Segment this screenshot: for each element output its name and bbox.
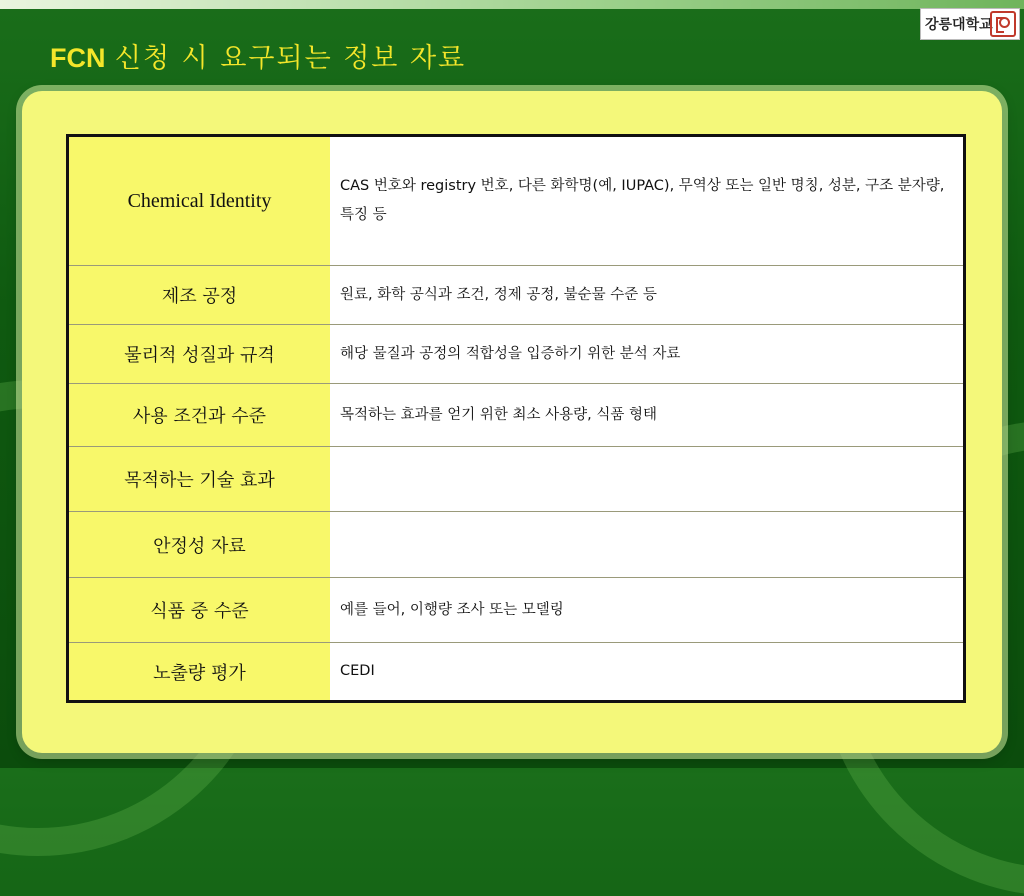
- logo-emblem-icon: [990, 11, 1016, 37]
- table-row: [68, 384, 965, 447]
- table-row: [68, 325, 965, 384]
- row-value: [330, 512, 965, 578]
- logo-text: 강릉대학교: [925, 17, 993, 33]
- slide-title: [50, 36, 466, 75]
- table-row: [68, 136, 965, 266]
- row-value: 해당 물질과 공정의 적합성을 입증하기 위한 분석 자료: [330, 325, 965, 384]
- title-text: 신청 시 요구되는 정보 자료: [114, 43, 467, 74]
- table-row: [68, 643, 965, 702]
- row-value: 예를 들어, 이행량 조사 또는 모델링: [330, 578, 965, 643]
- top-strip: [0, 0, 1024, 9]
- university-logo: [920, 8, 1020, 40]
- row-label: 제조 공정: [68, 266, 331, 325]
- row-label: 목적하는 기술 효과: [68, 447, 331, 512]
- row-value: CAS 번호와 registry 번호, 다른 화학명(예, IUPAC), 무역상 또는 일반 명칭, 성분, 구조 분자량, 특징 등: [330, 136, 965, 266]
- row-label: 식품 중 수준: [68, 578, 331, 643]
- table-row: [68, 578, 965, 643]
- table-row: [68, 512, 965, 578]
- row-value: 목적하는 효과를 얻기 위한 최소 사용량, 식품 형태: [330, 384, 965, 447]
- title-prefix: FCN: [50, 43, 106, 73]
- table-row: [68, 266, 965, 325]
- row-value: 원료, 화학 공식과 조건, 정제 공정, 불순물 수준 등: [330, 266, 965, 325]
- row-value: [330, 447, 965, 512]
- row-label: 안정성 자료: [68, 512, 331, 578]
- row-label: 물리적 성질과 규격: [68, 325, 331, 384]
- row-label: 노출량 평가: [68, 643, 331, 702]
- table-row: [68, 447, 965, 512]
- info-table: [66, 134, 966, 703]
- row-label: Chemical Identity: [68, 136, 331, 266]
- row-label: 사용 조건과 수준: [68, 384, 331, 447]
- row-value: CEDI: [330, 643, 965, 702]
